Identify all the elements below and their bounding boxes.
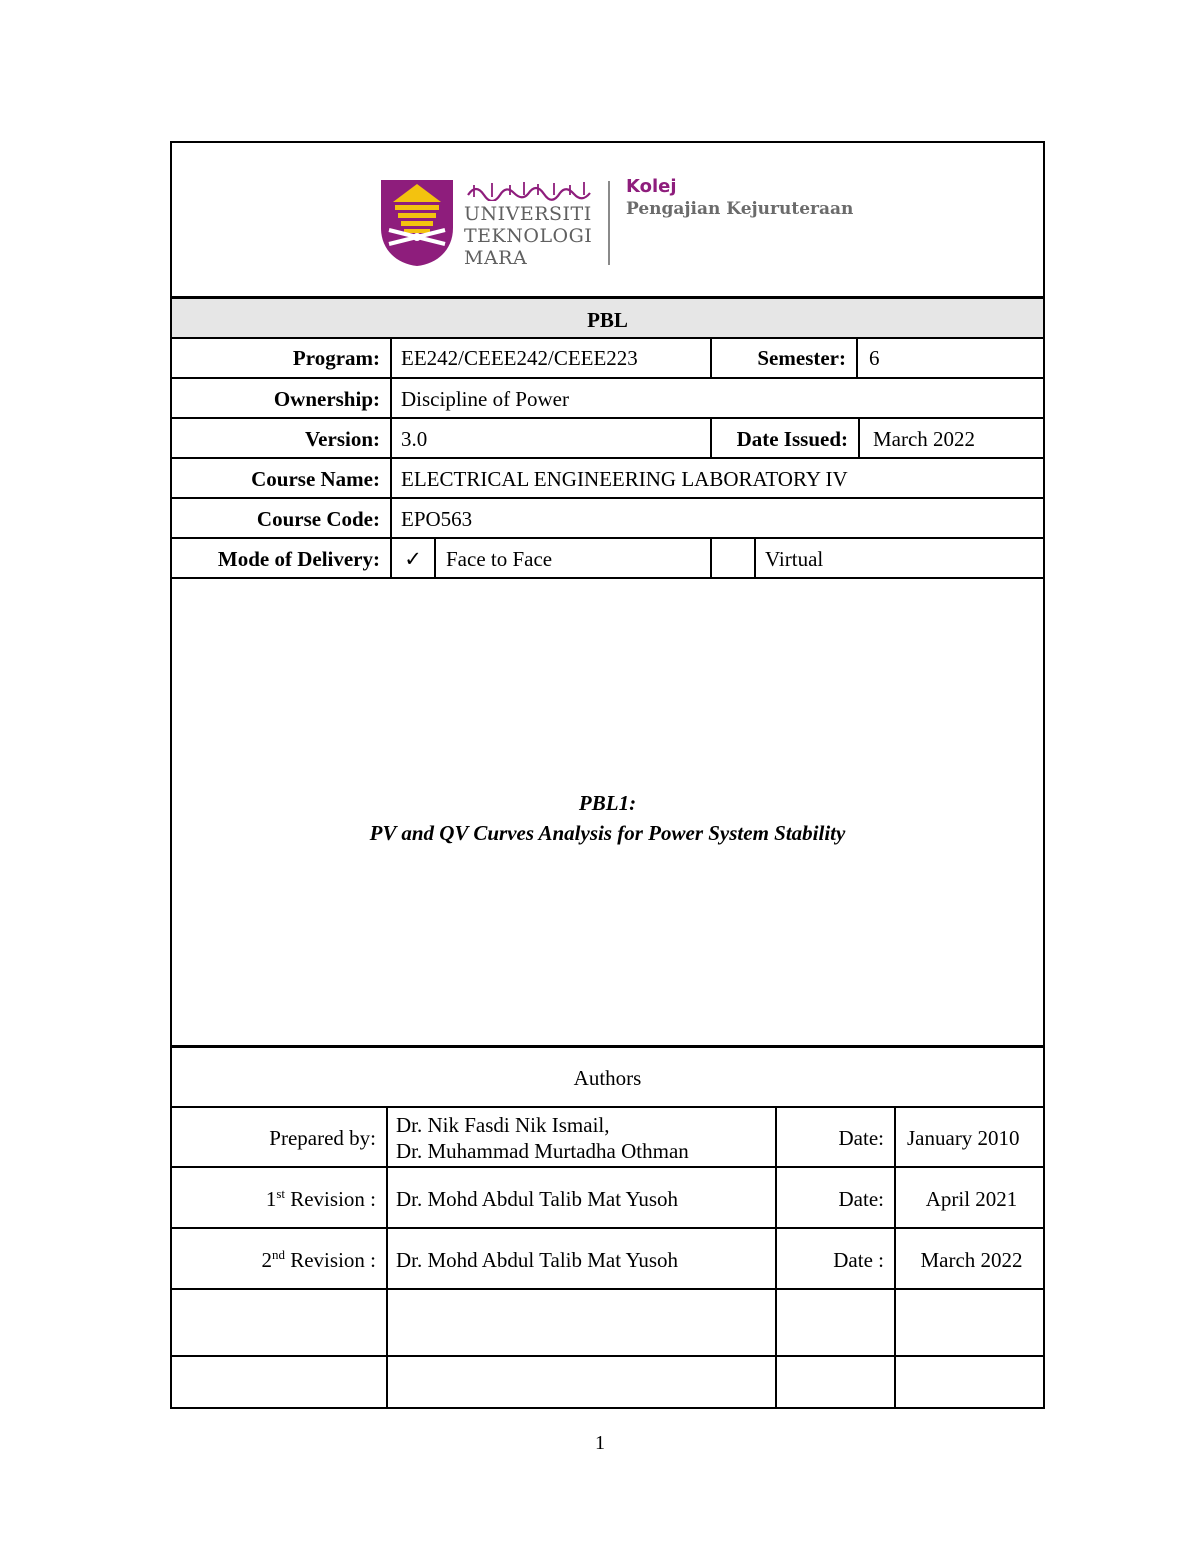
revision-2-date-label: Date : xyxy=(833,1248,884,1272)
revision-1-date-value: April 2021 xyxy=(925,1187,1018,1211)
revision-2-ordinal: nd xyxy=(271,1247,285,1262)
university-name-line-3: MARA xyxy=(464,247,528,269)
divider xyxy=(172,1166,1043,1168)
pbl-heading: PBL xyxy=(587,308,628,332)
arabic-script-logo xyxy=(466,179,592,201)
revision-2-text: Revision : xyxy=(284,1248,376,1272)
divider xyxy=(172,337,1043,339)
course-code-label: Course Code: xyxy=(256,507,380,531)
divider xyxy=(172,296,1043,299)
authors-heading: Authors xyxy=(573,1066,642,1090)
divider xyxy=(858,417,860,459)
prepared-date-label: Date: xyxy=(838,1126,884,1150)
revision-1-ordinal: st xyxy=(276,1186,285,1201)
title-line-1: PBL1: xyxy=(578,791,637,815)
version-value: 3.0 xyxy=(401,427,428,451)
revision-1-text: Revision : xyxy=(284,1187,376,1211)
face-to-face-checkmark-icon: ✓ xyxy=(404,547,422,571)
prepared-by-label: Prepared by: xyxy=(269,1126,376,1150)
delivery-label: Mode of Delivery: xyxy=(217,547,380,571)
title-line-2: PV and QV Curves Analysis for Power System Stability xyxy=(369,821,846,845)
divider xyxy=(390,337,392,579)
divider xyxy=(172,577,1043,579)
document-title xyxy=(172,788,1043,848)
prepared-date-value: January 2010 xyxy=(907,1126,1020,1150)
divider xyxy=(710,537,712,579)
date-issued-label: Date Issued: xyxy=(736,427,848,451)
page-number: 1 xyxy=(595,1432,605,1454)
divider xyxy=(172,377,1043,379)
university-name-line-2: TEKNOLOGI xyxy=(464,225,593,247)
university-name-line-1: UNIVERSITI xyxy=(464,203,592,225)
divider xyxy=(386,1106,388,1409)
course-name-label: Course Name: xyxy=(251,467,380,491)
prepared-by-name-2: Dr. Muhammad Murtadha Othman xyxy=(396,1139,689,1163)
ownership-label: Ownership: xyxy=(273,387,380,411)
semester-value: 6 xyxy=(869,346,880,370)
prepared-by-name-1: Dr. Nik Fasdi Nik Ismail, xyxy=(396,1113,610,1137)
divider xyxy=(172,457,1043,459)
delivery-option-virtual: Virtual xyxy=(765,547,824,571)
program-label: Program: xyxy=(292,346,380,370)
logo-header xyxy=(172,143,1043,298)
ownership-value: Discipline of Power xyxy=(401,387,569,411)
program-value: EE242/CEEE242/CEEE223 xyxy=(401,346,638,370)
revision-2-date-value: March 2022 xyxy=(920,1248,1023,1272)
revision-1-number: 1 xyxy=(265,1187,277,1211)
course-code-value: EPO563 xyxy=(401,507,473,531)
divider xyxy=(434,537,436,579)
revision-2-author: Dr. Mohd Abdul Talib Mat Yusoh xyxy=(396,1248,679,1272)
divider xyxy=(172,1355,1043,1357)
version-label: Version: xyxy=(304,427,380,451)
semester-label: Semester: xyxy=(757,346,846,370)
divider xyxy=(172,1227,1043,1229)
date-issued-value: March 2022 xyxy=(873,427,976,451)
cover-page-frame xyxy=(170,141,1045,1409)
divider xyxy=(172,537,1043,539)
delivery-option-face-to-face: Face to Face xyxy=(446,547,553,571)
divider xyxy=(754,537,756,579)
divider xyxy=(172,417,1043,419)
revision-1-label xyxy=(172,1187,376,1211)
college-subtitle: Pengajian Kejuruteraan xyxy=(626,199,854,219)
revision-2-label xyxy=(172,1248,376,1272)
uitm-shield-icon xyxy=(379,178,455,268)
divider xyxy=(172,1288,1043,1290)
divider xyxy=(172,1106,1043,1108)
revision-1-author: Dr. Mohd Abdul Talib Mat Yusoh xyxy=(396,1187,679,1211)
divider xyxy=(172,497,1043,499)
logo-divider xyxy=(608,181,610,265)
college-title: Kolej xyxy=(626,176,677,197)
revision-2-number: 2 xyxy=(261,1248,272,1272)
revision-1-date-label: Date: xyxy=(838,1187,884,1211)
divider xyxy=(172,1045,1043,1048)
course-name-value: ELECTRICAL ENGINEERING LABORATORY IV xyxy=(401,467,848,491)
divider xyxy=(856,337,858,379)
